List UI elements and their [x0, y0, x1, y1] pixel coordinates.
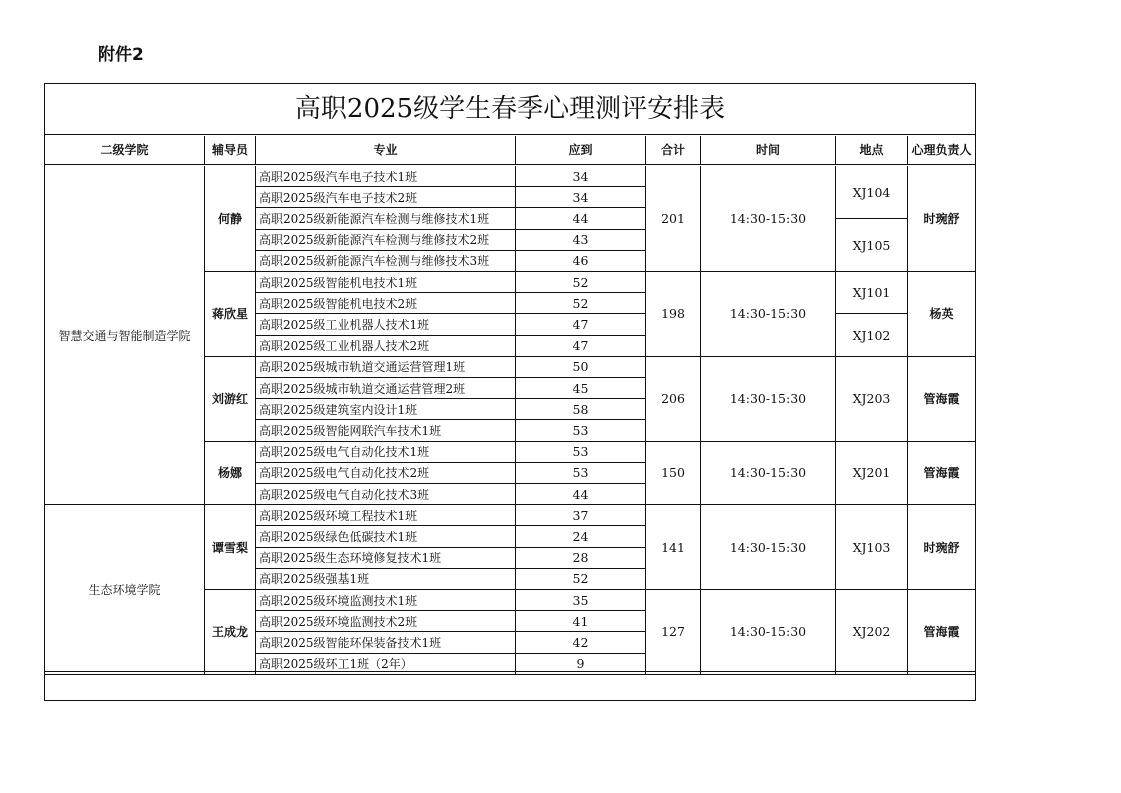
class-count: 45: [516, 378, 646, 399]
header-psych-lead: 心理负责人: [908, 136, 975, 165]
psych-lead: 管海霞: [908, 442, 975, 506]
class-count: 47: [516, 314, 646, 335]
exam-time: 14:30-15:30: [701, 357, 836, 442]
header-total: 合计: [646, 136, 701, 165]
counselor-name: 杨娜: [205, 442, 256, 506]
class-count: 52: [516, 569, 646, 590]
psych-lead: 管海霞: [908, 590, 975, 675]
class-count: 43: [516, 230, 646, 251]
exam-time: 14:30-15:30: [701, 442, 836, 506]
class-name: 高职2025级建筑室内设计1班: [256, 399, 516, 420]
class-count: 35: [516, 590, 646, 611]
class-name: 高职2025级生态环境修复技术1班: [256, 548, 516, 569]
class-name: 高职2025级智能网联汽车技术1班: [256, 420, 516, 441]
college-name: 智慧交通与智能制造学院: [45, 166, 205, 505]
group-total: 141: [646, 505, 701, 590]
college-name: 生态环境学院: [45, 505, 205, 675]
exam-time: 14:30-15:30: [701, 590, 836, 675]
psych-lead: 时琬舒: [908, 166, 975, 272]
class-name: 高职2025级汽车电子技术1班: [256, 166, 516, 187]
class-name: 高职2025级新能源汽车检测与维修技术1班: [256, 208, 516, 229]
exam-time: 14:30-15:30: [701, 505, 836, 590]
exam-location: XJ201: [836, 442, 908, 506]
exam-location: XJ103: [836, 505, 908, 590]
class-count: 50: [516, 357, 646, 378]
group-total: 150: [646, 442, 701, 506]
counselor-name: 刘游红: [205, 357, 256, 442]
class-name: 高职2025级强基1班: [256, 569, 516, 590]
group-total: 127: [646, 590, 701, 675]
exam-location: XJ105: [836, 219, 908, 272]
exam-time: 14:30-15:30: [701, 166, 836, 272]
class-name: 高职2025级新能源汽车检测与维修技术3班: [256, 251, 516, 272]
psych-lead: 管海霞: [908, 357, 975, 442]
class-count: 42: [516, 632, 646, 653]
counselor-name: 蒋欣星: [205, 272, 256, 357]
table-title: 高职2025级学生春季心理测评安排表: [45, 84, 975, 135]
header-location: 地点: [836, 136, 908, 165]
exam-location: XJ102: [836, 314, 908, 356]
class-count: 52: [516, 293, 646, 314]
class-count: 24: [516, 526, 646, 547]
class-name: 高职2025级电气自动化技术1班: [256, 442, 516, 463]
counselor-name: 王成龙: [205, 590, 256, 675]
class-name: 高职2025级新能源汽车检测与维修技术2班: [256, 230, 516, 251]
group-total: 201: [646, 166, 701, 272]
header-major: 专业: [256, 136, 516, 165]
class-count: 46: [516, 251, 646, 272]
counselor-name: 何静: [205, 166, 256, 272]
class-name: 高职2025级环境监测技术2班: [256, 611, 516, 632]
class-count: 44: [516, 208, 646, 229]
exam-location: XJ203: [836, 357, 908, 442]
class-count: 58: [516, 399, 646, 420]
psych-lead: 杨英: [908, 272, 975, 357]
header-college: 二级学院: [45, 136, 205, 165]
class-name: 高职2025级智能机电技术1班: [256, 272, 516, 293]
psych-lead: 时琬舒: [908, 505, 975, 590]
class-name: 高职2025级智能机电技术2班: [256, 293, 516, 314]
counselor-name: 谭雪梨: [205, 505, 256, 590]
class-count: 53: [516, 442, 646, 463]
class-count: 41: [516, 611, 646, 632]
header-expected: 应到: [516, 136, 646, 165]
class-name: 高职2025级城市轨道交通运营管理1班: [256, 357, 516, 378]
class-name: 高职2025级绿色低碳技术1班: [256, 526, 516, 547]
class-name: 高职2025级汽车电子技术2班: [256, 187, 516, 208]
class-name: 高职2025级环工1班（2年）: [256, 654, 516, 675]
class-name: 高职2025级电气自动化技术3班: [256, 484, 516, 505]
class-count: 47: [516, 336, 646, 357]
exam-location: XJ101: [836, 272, 908, 314]
header-counselor: 辅导员: [205, 136, 256, 165]
class-name: 高职2025级工业机器人技术2班: [256, 336, 516, 357]
class-name: 高职2025级城市轨道交通运营管理2班: [256, 378, 516, 399]
group-total: 206: [646, 357, 701, 442]
class-count: 9: [516, 654, 646, 675]
exam-time: 14:30-15:30: [701, 272, 836, 357]
group-total: 198: [646, 272, 701, 357]
class-count: 52: [516, 272, 646, 293]
class-name: 高职2025级智能环保装备技术1班: [256, 632, 516, 653]
class-count: 28: [516, 548, 646, 569]
class-name: 高职2025级电气自动化技术2班: [256, 463, 516, 484]
exam-location: XJ202: [836, 590, 908, 675]
header-time: 时间: [701, 136, 836, 165]
attachment-label: 附件2: [98, 45, 144, 65]
class-name: 高职2025级环境工程技术1班: [256, 505, 516, 526]
class-name: 高职2025级环境监测技术1班: [256, 590, 516, 611]
class-name: 高职2025级工业机器人技术1班: [256, 314, 516, 335]
class-count: 34: [516, 187, 646, 208]
class-count: 34: [516, 166, 646, 187]
class-count: 53: [516, 463, 646, 484]
class-count: 53: [516, 420, 646, 441]
class-count: 44: [516, 484, 646, 505]
class-count: 37: [516, 505, 646, 526]
exam-location: XJ104: [836, 166, 908, 219]
schedule-table: [44, 83, 976, 701]
